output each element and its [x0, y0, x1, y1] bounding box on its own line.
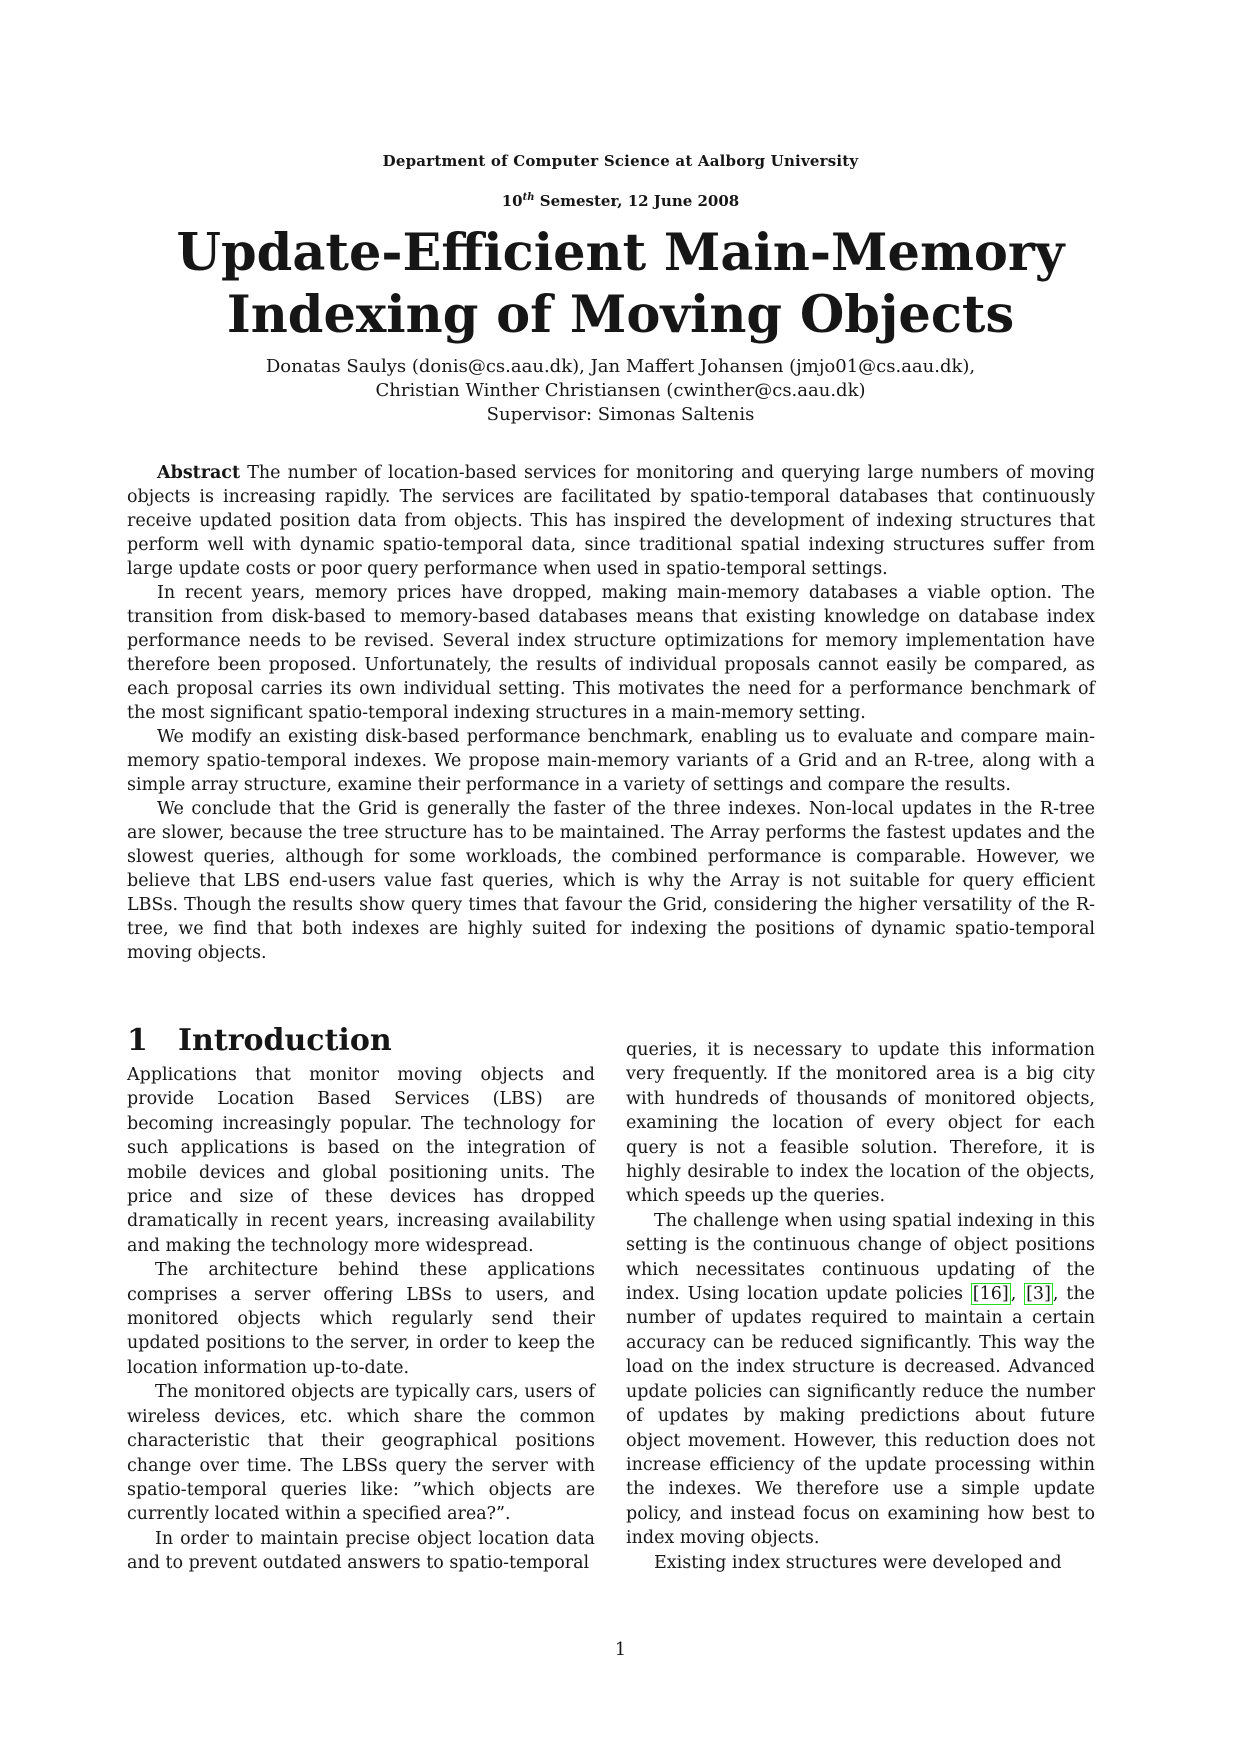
intro-paragraph-4: In order to maintain precise object location data and to prevent outdated answers to spatio-temporal	[127, 1528, 595, 1574]
abstract-paragraph-1	[127, 461, 1095, 581]
abstract-paragraph-4: We conclude that the Grid is generally the faster of the three indexes. Non-local updates in the R-tree are slower, because the tree structure has to be maintained. The Array performs the fastest updates and the slowest queries, although for some workloads, the combined performance is comparable. However, we believe that LBS end-users value fast queries, which is why the Array is not suitable for query efficient LBSs. Though the results show query times that favour the Grid, considering the higher versatility of the R-tree, we find that both indexes are highly suited for indexing the positions of dynamic spatio-temporal moving objects.	[127, 799, 1095, 963]
semester-suffix: th	[522, 192, 535, 203]
section-title: Introduction	[178, 1023, 392, 1058]
supervisor-line: Supervisor: Simonas Saltenis	[486, 404, 755, 425]
citation-link-16[interactable]: [16]	[972, 1284, 1009, 1305]
authors-line-1: Donatas Saulys (donis@cs.aau.dk), Jan Maffert Johansen (jmjo01@cs.aau.dk),	[265, 356, 976, 377]
semester-line	[0, 192, 1241, 210]
citation-link-3[interactable]: [3]	[1026, 1284, 1051, 1305]
title-line-1: Update-Efficient Main-Memory	[176, 223, 1065, 283]
intro-paragraph-3: The monitored objects are typically cars, users of wireless devices, etc. which share the common characteristic that their geographical positions change over time. The LBSs query the server with spatio-temporal queries like: ”which objects are currently located within a specified area?”.	[127, 1382, 595, 1525]
abstract-paragraph-3: We modify an existing disk-based performance benchmark, enabling us to evaluate and compare main-memory spatio-temporal indexes. We propose main-memory variants of a Grid and an R-tree, along with a simple array structure, examine their performance in a variety of settings and compare the results.	[127, 727, 1095, 795]
intro-paragraph-6-end: , the number of updates required to maintain a certain accuracy can be reduced significantly. This way the load on the index structure is decreased. Advanced update policies can significantly reduce the number of updates by making predictions about future object movement. However, this reduction does not increase efficiency of the update processing within the indexes. We therefore use a simple update policy, and instead focus on examining how best to index moving objects.	[626, 1284, 1095, 1549]
left-column	[127, 1024, 595, 1576]
citation-separator: ,	[1010, 1284, 1017, 1305]
title-line-2: Indexing of Moving Objects	[226, 285, 1015, 345]
section-heading-introduction	[127, 1024, 595, 1058]
intro-paragraph-5: queries, it is necessary to update this information very frequently. If the monitored area is a big city with hundreds of thousands of monitored objects, examining the location of every object for each query is not a feasible solution. Therefore, it is highly desirable to index the location of the objects, which speeds up the queries.	[626, 1040, 1095, 1207]
right-column	[626, 1038, 1095, 1575]
authors-line-2: Christian Winther Christiansen (cwinther@cs.aau.dk)	[375, 380, 866, 401]
intro-paragraph-2: The architecture behind these applications comprises a server offering LBSs to users, and monitored objects which regularly send their updated positions to the server, in order to keep the location information up-to-date.	[127, 1260, 595, 1378]
intro-paragraph-7: Existing index structures were developed and	[654, 1552, 1062, 1573]
abstract-text-1: The number of location-based services for monitoring and querying large numbers of moving objects is increasing rapidly. The services are facilitated by spatio-temporal databases that continuously receive updated position data from objects. This has inspired the development of indexing structures that perform well with dynamic spatio-temporal data, since traditional spatial indexing structures suffer from large update costs or poor query performance when used in spatio-temporal settings.	[127, 463, 1095, 579]
abstract	[127, 461, 1095, 965]
author-block	[0, 355, 1241, 427]
intro-paragraph-6-start: The challenge when using spatial indexing in this setting is the continuous change of object positions which necessitates continuous updating of the index. Using location update policies	[626, 1210, 1095, 1305]
intro-paragraph-1: Applications that monitor moving objects and provide Location Based Services (LBS) are becoming increasingly popular. The technology for such applications is based on the integration of mobile devices and global positioning units. The price and size of these devices has dropped dramatically in recent years, increasing availability and making the technology more widespread.	[127, 1065, 595, 1256]
paper-title	[0, 222, 1241, 346]
page-number: 1	[614, 1640, 627, 1660]
section-number: 1	[127, 1023, 148, 1058]
abstract-label: Abstract	[157, 463, 241, 483]
abstract-paragraph-2: In recent years, memory prices have dropped, making main-memory databases a viable option. The transition from disk-based to memory-based databases means that existing knowledge on database index performance needs to be revised. Several index structure optimizations for memory implementation have therefore been proposed. Unfortunately, the results of individual proposals cannot easily be compared, as each proposal carries its own individual setting. This motivates the need for a performance benchmark of the most significant spatio-temporal indexing structures in a main-memory setting.	[127, 583, 1095, 723]
semester-number: 10	[501, 192, 523, 210]
intro-paragraph-6	[626, 1209, 1095, 1551]
semester-date: Semester, 12 June 2008	[539, 192, 740, 210]
department-line: Department of Computer Science at Aalborg University	[382, 152, 859, 170]
